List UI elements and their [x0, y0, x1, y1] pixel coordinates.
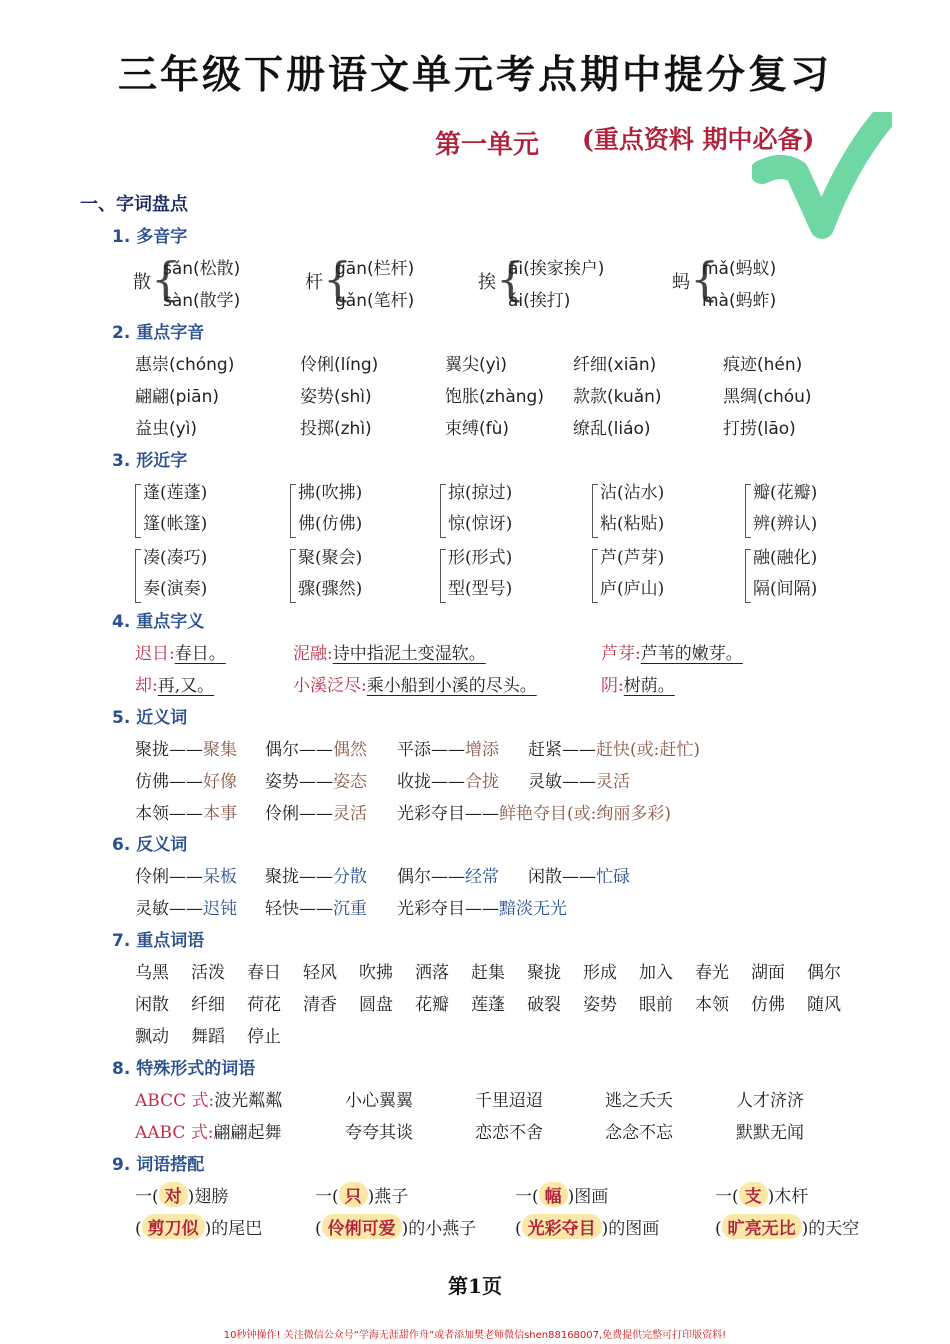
poly-char: 杆: [305, 272, 323, 293]
collocation-post: )燕子: [367, 1187, 409, 1207]
collocation-answer: 剪刀似: [142, 1214, 205, 1239]
collocation-item: [715, 1214, 859, 1239]
antonym-pair: [265, 862, 367, 887]
antonym-word: 灵敏——: [135, 899, 203, 919]
keyword: 眼前: [639, 995, 673, 1015]
page-title: 三年级下册语文单元考点期中提分复习: [117, 53, 832, 98]
synonym-pair: [135, 799, 237, 824]
footer-note: 10秒钟操作! 关注微信公众号“学海无涯甜作舟”或者添加樊老师微信shen88168007,免费提供完整可打印版资料!: [223, 1330, 727, 1341]
synonym-word: 光彩夺目——: [397, 804, 499, 824]
keyword: 聚拢: [527, 963, 561, 983]
collocation-post: )翅膀: [187, 1187, 229, 1207]
meaning-definition: 再,又。: [157, 676, 215, 696]
synonym-word: 收拢——: [397, 772, 465, 792]
section-heading: 一、字词盘点: [80, 194, 188, 215]
collocation-post: )的天空: [801, 1219, 860, 1239]
similar-item: 凑(凑巧): [143, 548, 208, 568]
keyword: 湖面: [751, 963, 785, 983]
meaning-item: [135, 639, 226, 664]
keyword: 仿佛: [751, 995, 785, 1015]
antonym-answer: 迟钝: [203, 899, 237, 919]
similar-item: 沾(沾水): [600, 483, 665, 503]
synonym-answer: 姿态: [333, 772, 367, 792]
meaning-definition: 芦苇的嫩芽。: [640, 644, 743, 664]
sound-item: 缭乱(liáo): [573, 419, 651, 439]
keyword: 莲蓬: [471, 995, 505, 1015]
similar-item: 佛(仿佛): [298, 514, 363, 534]
meaning-term: 泥融:: [293, 644, 333, 664]
sound-item: 痕迹(hén): [723, 355, 803, 375]
collocation-item: [315, 1214, 476, 1239]
poly-reading: mǎ(蚂蚁): [702, 259, 777, 279]
similar-item: 庐(庐山): [600, 579, 665, 599]
bracket-icon: [440, 484, 446, 538]
synonym-answer: 合拢: [465, 772, 499, 792]
collocation-post: )的图画: [601, 1219, 660, 1239]
synonym-pair: [397, 767, 499, 792]
synonym-answer: 增添: [465, 740, 499, 760]
collocation-answer: 支: [739, 1182, 768, 1207]
collocation-post: )的小燕子: [401, 1219, 477, 1239]
synonym-word: 平添——: [397, 740, 465, 760]
sound-item: 翩翩(piān): [135, 387, 219, 407]
sound-item: 黑绸(chóu): [723, 387, 812, 407]
brace-icon: {: [496, 252, 526, 306]
antonym-word: 光彩夺目——: [397, 899, 499, 919]
keyword: 本领: [695, 995, 729, 1015]
meaning-definition: 春日。: [174, 644, 226, 664]
keyword: 花瓣: [415, 995, 449, 1015]
page-number: 第1页: [448, 1274, 502, 1298]
bracket-icon: [440, 549, 446, 603]
similar-item: 芦(芦芽): [600, 548, 665, 568]
antonym-pair: [265, 894, 367, 919]
meaning-term: 阴:: [601, 676, 624, 696]
special-word: 翩翩起舞: [213, 1123, 282, 1143]
similar-item: 蓬(莲蓬): [143, 483, 208, 503]
similar-item: 骤(骤然): [298, 579, 363, 599]
antonym-pair: [528, 862, 630, 887]
synonym-pair: [528, 735, 700, 760]
subheading-collocations: 9. 词语搭配: [112, 1155, 205, 1175]
brace-icon: {: [151, 252, 181, 306]
collocation-answer: 旷亮无比: [722, 1214, 802, 1239]
keyword: 乌黑: [135, 963, 169, 983]
keyword: 春日: [247, 963, 281, 983]
similar-item: 辨(辨认): [753, 514, 818, 534]
meaning-item: [293, 671, 537, 696]
poly-reading: ái(挨打): [508, 291, 571, 311]
similar-item: 奏(演奏): [143, 579, 208, 599]
sound-item: 纤细(xiān): [573, 355, 657, 375]
sound-item: 投掷(zhì): [300, 419, 372, 439]
keyword: 偶尔: [807, 963, 841, 983]
synonym-word: 灵敏——: [528, 772, 596, 792]
keyword: 荷花: [247, 995, 281, 1015]
synonym-answer: 灵活: [333, 804, 367, 824]
synonym-word: 聚拢——: [135, 740, 203, 760]
bracket-icon: [745, 484, 751, 538]
similar-item: 篷(帐篷): [143, 514, 208, 534]
collocation-item: [515, 1214, 659, 1239]
synonym-pair: [397, 799, 671, 824]
synonym-word: 赶紧——: [528, 740, 596, 760]
keyword: 闲散: [135, 995, 169, 1015]
collocation-answer: 光彩夺目: [522, 1214, 602, 1239]
antonym-answer: 经常: [465, 867, 499, 887]
similar-item: 惊(惊讶): [448, 514, 513, 534]
special-word: 默默无闻: [736, 1123, 804, 1143]
special-word: 念念不忘: [605, 1123, 673, 1143]
antonym-word: 闲散——: [528, 867, 596, 887]
special-word: 千里迢迢: [475, 1091, 543, 1111]
antonym-pair: [397, 862, 499, 887]
subheading-keywords: 7. 重点词语: [112, 931, 205, 951]
meaning-term: 却:: [135, 676, 158, 696]
similar-item: 融(融化): [753, 548, 818, 568]
poly-char: 挨: [478, 272, 496, 293]
brace-icon: {: [690, 252, 720, 306]
keyword: 舞蹈: [191, 1027, 225, 1047]
poly-char: 散: [133, 272, 151, 293]
similar-item: 粘(粘贴): [600, 514, 665, 534]
sound-item: 款款(kuǎn): [573, 387, 662, 407]
synonym-pair: [265, 735, 367, 760]
meaning-definition: 乘小船到小溪的尽头。: [366, 676, 537, 696]
poly-reading: āi(挨家挨户): [508, 259, 605, 279]
sound-item: 惠崇(chóng): [135, 355, 235, 375]
special-word: 逃之夭夭: [605, 1091, 673, 1111]
keyword: 赶集: [471, 963, 505, 983]
meaning-item: [293, 639, 486, 664]
keyword: 破裂: [527, 995, 561, 1015]
subheading-similar: 3. 形近字: [112, 451, 188, 471]
antonym-answer: 分散: [333, 867, 367, 887]
keyword: 随风: [807, 995, 841, 1015]
synonym-answer: 鲜艳夺目(或:绚丽多彩): [499, 804, 671, 824]
poly-reading: gǎn(笔杆): [335, 291, 415, 311]
keyword: 纤细: [191, 995, 225, 1015]
sound-item: 益虫(yì): [135, 419, 198, 439]
special-label: AABC 式:: [135, 1123, 214, 1143]
bracket-icon: [135, 484, 141, 538]
special-word: 恋恋不舍: [475, 1123, 543, 1143]
special-row-first: [135, 1118, 282, 1143]
collocation-pre: (: [715, 1219, 722, 1239]
similar-item: 瓣(花瓣): [753, 483, 818, 503]
antonym-word: 聚拢——: [265, 867, 333, 887]
collocation-pre: (: [515, 1219, 522, 1239]
meaning-definition: 诗中指泥土变湿软。: [332, 644, 486, 664]
collocation-post: )的尾巴: [204, 1219, 263, 1239]
similar-item: 掠(掠过): [448, 483, 513, 503]
collocation-post: )木杆: [767, 1187, 809, 1207]
similar-item: 形(形式): [448, 548, 513, 568]
synonym-word: 仿佛——: [135, 772, 203, 792]
synonym-answer: 本事: [203, 804, 237, 824]
collocation-item: [315, 1182, 408, 1207]
sound-item: 打捞(lāo): [723, 419, 796, 439]
subheading-sounds: 2. 重点字音: [112, 323, 205, 343]
special-word: 夸夸其谈: [345, 1123, 413, 1143]
synonym-pair: [265, 767, 367, 792]
sound-item: 翼尖(yì): [445, 355, 508, 375]
bracket-icon: [135, 549, 141, 603]
bracket-icon: [592, 549, 598, 603]
unit-heading: 第一单元: [435, 130, 540, 160]
poly-reading: sǎn(松散): [163, 259, 241, 279]
keyword: 形成: [583, 963, 617, 983]
keyword: 停止: [247, 1027, 281, 1047]
poly-reading: sàn(散学): [163, 291, 241, 311]
synonym-word: 姿势——: [265, 772, 333, 792]
bracket-icon: [745, 549, 751, 603]
sound-item: 束缚(fù): [445, 419, 510, 439]
synonym-pair: [528, 767, 630, 792]
collocation-item: [515, 1182, 608, 1207]
special-word: 人才济济: [736, 1091, 804, 1111]
unit-note: (重点资料 期中必备): [582, 125, 815, 154]
brace-icon: {: [323, 252, 353, 306]
similar-item: 隔(间隔): [753, 579, 818, 599]
meaning-definition: 树荫。: [623, 676, 675, 696]
sound-item: 伶俐(líng): [300, 355, 379, 375]
synonym-answer: 赶快(或:赶忙): [596, 740, 700, 760]
collocation-item: [135, 1182, 228, 1207]
collocation-item: [715, 1182, 808, 1207]
antonym-word: 偶尔——: [397, 867, 465, 887]
collocation-pre: 一(: [515, 1187, 539, 1207]
antonym-answer: 黯淡无光: [499, 899, 567, 919]
subheading-antonyms: 6. 反义词: [112, 835, 188, 855]
collocation-pre: 一(: [315, 1187, 339, 1207]
collocation-answer: 对: [159, 1182, 188, 1207]
special-row-first: [135, 1086, 282, 1111]
antonym-word: 轻快——: [265, 899, 333, 919]
synonym-answer: 聚集: [203, 740, 237, 760]
bracket-icon: [290, 549, 296, 603]
subheading-meanings: 4. 重点字义: [112, 612, 205, 632]
collocation-answer: 伶俐可爱: [322, 1214, 402, 1239]
antonym-word: 伶俐——: [135, 867, 203, 887]
keyword: 轻风: [303, 963, 337, 983]
keyword: 吹拂: [359, 963, 393, 983]
similar-item: 聚(聚会): [298, 548, 363, 568]
keyword: 活泼: [191, 963, 225, 983]
special-word: 波光粼粼: [214, 1091, 283, 1111]
collocation-post: )图画: [567, 1187, 609, 1207]
synonym-word: 偶尔——: [265, 740, 333, 760]
keyword: 姿势: [583, 995, 617, 1015]
keyword: 春光: [695, 963, 729, 983]
keyword: 洒落: [415, 963, 449, 983]
special-label: ABCC 式:: [135, 1091, 215, 1111]
keyword: 清香: [303, 995, 337, 1015]
meaning-item: [601, 639, 743, 664]
similar-item: 型(型号): [448, 579, 513, 599]
subheading-synonyms: 5. 近义词: [112, 708, 188, 728]
synonym-pair: [135, 735, 237, 760]
synonym-pair: [265, 799, 367, 824]
keyword: 圆盘: [359, 995, 393, 1015]
synonym-answer: 灵活: [596, 772, 630, 792]
collocation-pre: 一(: [135, 1187, 159, 1207]
meaning-item: [135, 671, 214, 696]
synonym-word: 本领——: [135, 804, 203, 824]
antonym-pair: [397, 894, 567, 919]
antonym-answer: 呆板: [203, 867, 237, 887]
synonym-word: 伶俐——: [265, 804, 333, 824]
synonym-answer: 偶然: [333, 740, 367, 760]
meaning-term: 芦芽:: [601, 644, 641, 664]
meaning-term: 迟日:: [135, 644, 175, 664]
subheading-polyphones: 1. 多音字: [112, 227, 188, 247]
synonym-pair: [135, 767, 237, 792]
keyword: 加入: [639, 963, 673, 983]
collocation-pre: (: [315, 1219, 322, 1239]
collocation-answer: 幅: [539, 1182, 568, 1207]
meaning-item: [601, 671, 675, 696]
antonym-answer: 沉重: [333, 899, 367, 919]
similar-item: 拂(吹拂): [298, 483, 363, 503]
bracket-icon: [592, 484, 598, 538]
sound-item: 姿势(shì): [300, 387, 372, 407]
meaning-term: 小溪泛尽:: [293, 676, 367, 696]
keyword: 飘动: [135, 1027, 169, 1047]
special-word: 小心翼翼: [345, 1091, 413, 1111]
poly-char: 蚂: [672, 272, 690, 293]
collocation-answer: 只: [339, 1182, 368, 1207]
antonym-pair: [135, 894, 237, 919]
antonym-pair: [135, 862, 237, 887]
poly-reading: mà(蚂蚱): [702, 291, 777, 311]
poly-reading: gān(栏杆): [335, 259, 415, 279]
synonym-answer: 好像: [203, 772, 237, 792]
synonym-pair: [397, 735, 499, 760]
bracket-icon: [290, 484, 296, 538]
antonym-answer: 忙碌: [596, 867, 630, 887]
collocation-item: [135, 1214, 262, 1239]
sound-item: 饱胀(zhàng): [445, 387, 544, 407]
checkmark-icon: [752, 112, 892, 247]
collocation-pre: 一(: [715, 1187, 739, 1207]
collocation-pre: (: [135, 1219, 142, 1239]
subheading-special: 8. 特殊形式的词语: [112, 1059, 256, 1079]
